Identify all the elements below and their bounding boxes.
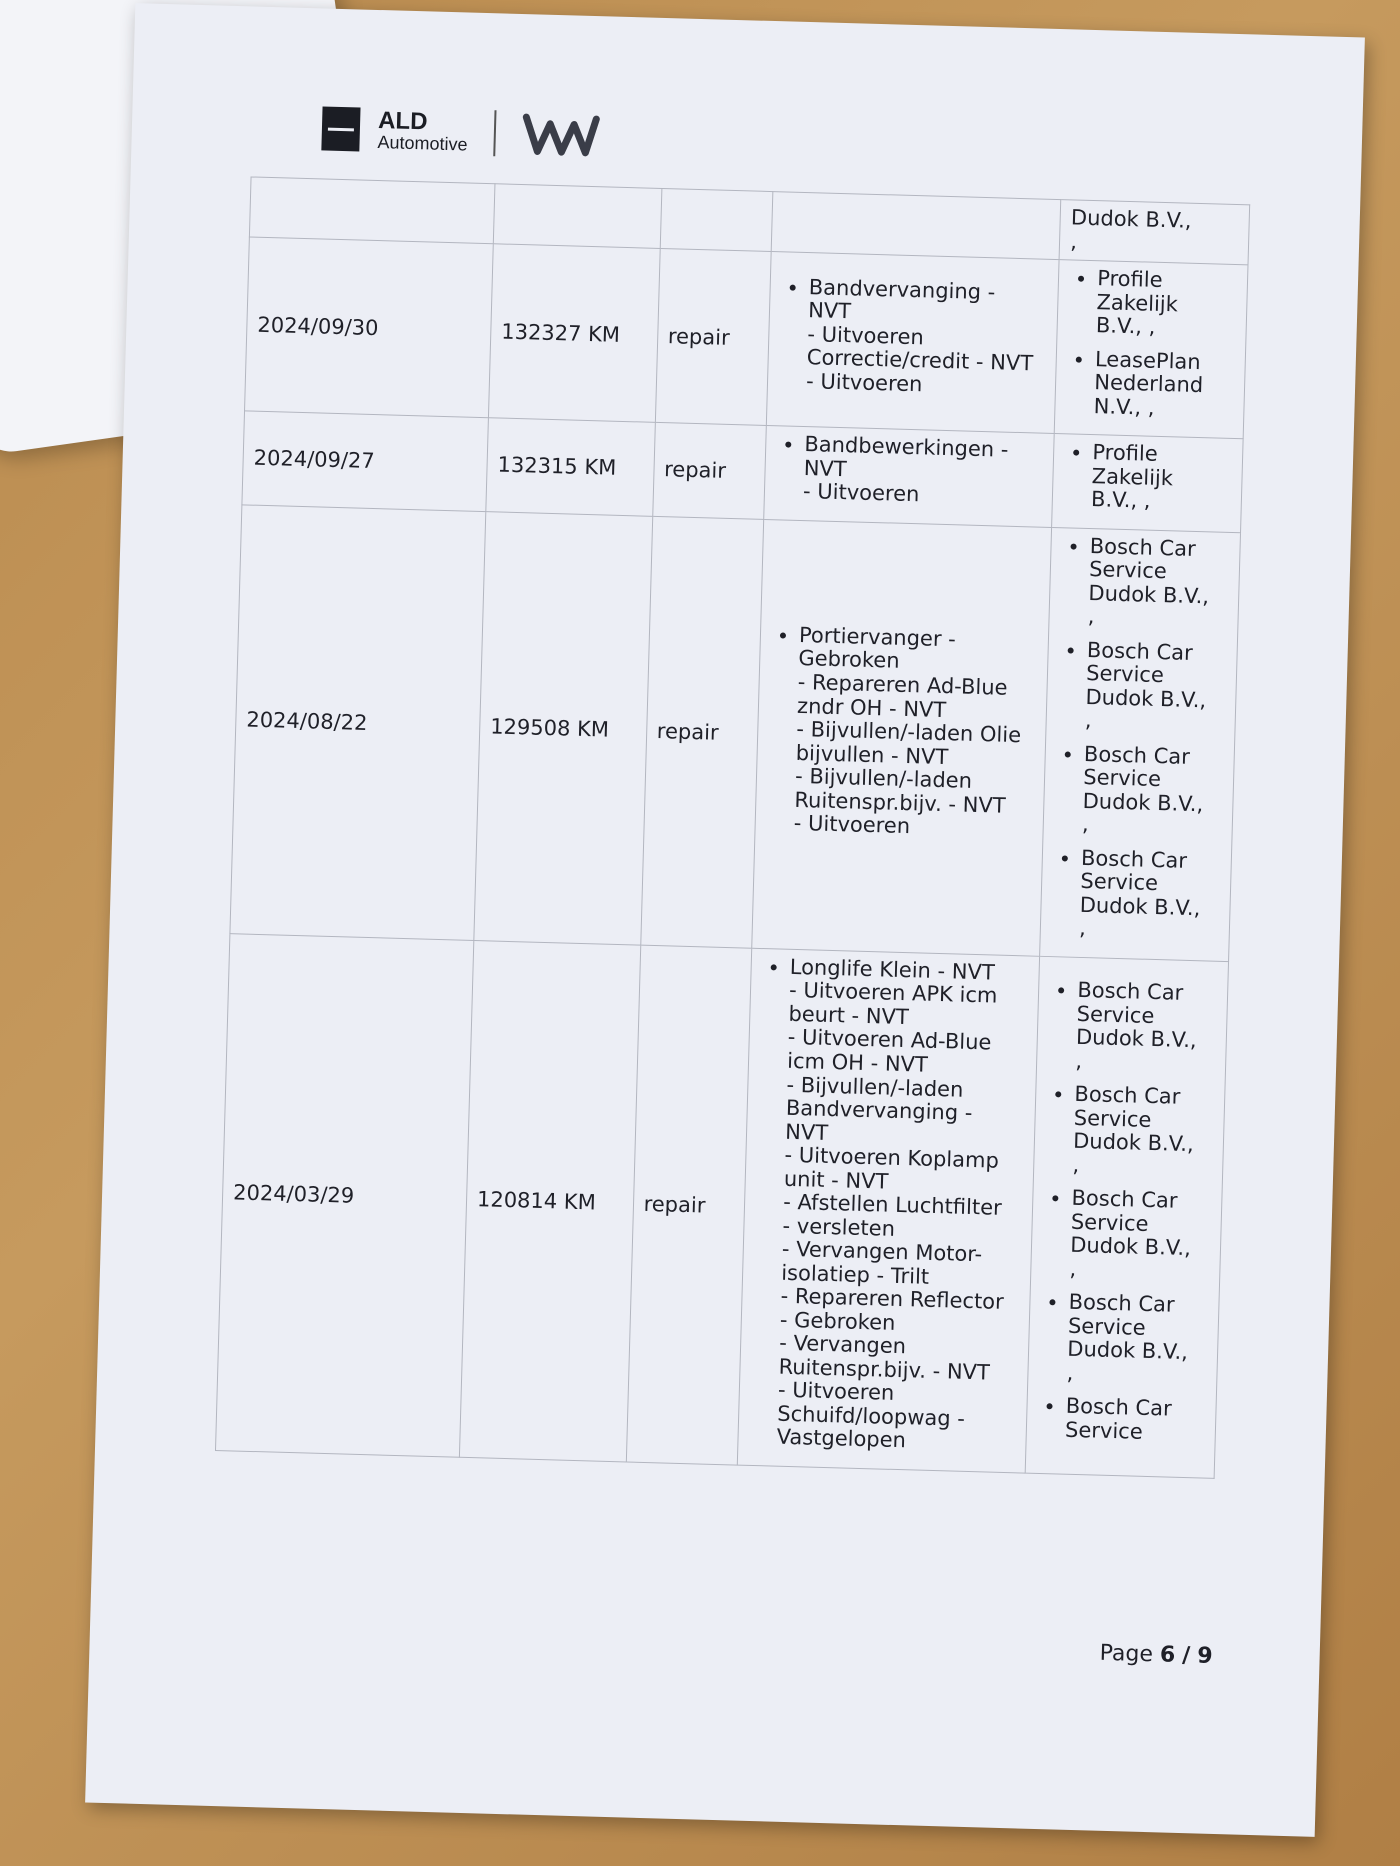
supplier-item: • Bosch Car Service Dudok B.V., , (1069, 1187, 1211, 1285)
date-cell (230, 505, 486, 941)
type-cell (640, 516, 763, 948)
type-cell (652, 422, 766, 519)
km-text: 129508 KM (489, 714, 610, 742)
document-page (85, 3, 1365, 1837)
table-row (245, 237, 1248, 439)
description-cell (764, 426, 1055, 528)
description-list (766, 623, 1039, 842)
date-text: 2024/09/30 (257, 312, 379, 340)
km-text: 120814 KM (476, 1187, 597, 1215)
description-list (775, 432, 1044, 510)
type-cell (655, 248, 771, 425)
ald-wordmark (377, 108, 468, 155)
supplier-item: • Bosch Car Service Dudok B.V., , (1087, 535, 1229, 633)
supplier-list (1037, 978, 1218, 1446)
page-current: 6 (1159, 1642, 1176, 1668)
page-separator: / (1181, 1643, 1191, 1669)
description-item: • Longlife Klein - NVT - Uitvoeren APK icm beurt - NVT - Uitvoeren Ad-Blue icm OH - NVT - Bijvullen/-laden Bandvervanging - NVT - Uitvoeren Koplamp unit - NVT - Afstellen Luchtfilter - versleten - Vervangen Motor- isolatiep - Trilt - Repareren Reflector - Gebroken - Vervangen Ruitenspr.bijv. - NVT - Uitvoeren Schuifd/loopwag - Vastgelopen (776, 956, 1029, 1456)
supplier-cell (1059, 200, 1249, 265)
logo-divider (493, 110, 496, 156)
brand-sub: Automotive (377, 132, 468, 155)
km-text: 132315 KM (497, 452, 617, 481)
supplier-item: • Bosch Car Service Dudok B.V., , (1072, 1083, 1214, 1181)
header-logos (321, 103, 600, 161)
km-cell (493, 184, 661, 249)
date-text: 2024/09/27 (253, 446, 376, 474)
km-text: 132327 KM (500, 319, 621, 347)
type-text: repair (667, 323, 730, 350)
maintenance-table (215, 176, 1250, 1478)
supplier-cell (1054, 260, 1248, 439)
supplier-item: • Bosch Car Service Dudok B.V., , (1075, 979, 1217, 1077)
description-cell (752, 519, 1052, 956)
page-total: 9 (1196, 1643, 1213, 1669)
type-cell (626, 945, 752, 1465)
description-list (778, 275, 1048, 400)
supplier-item: • Bosch Car Service (1065, 1395, 1206, 1446)
date-cell (242, 411, 488, 511)
description-item: • Bandvervanging - NVT - Uitvoeren Correctie/credit - NVT - Uitvoeren (806, 276, 1048, 400)
table-row (230, 505, 1241, 962)
date-cell (245, 237, 494, 418)
date-cell (215, 934, 473, 1457)
supplier-text: Dudok B.V., , (1069, 205, 1192, 254)
supplier-list (1063, 440, 1233, 515)
description-list (748, 955, 1029, 1456)
date-cell (249, 177, 495, 244)
supplier-item: • Bosch Car Service Dudok B.V., , (1082, 743, 1224, 841)
km-cell (488, 244, 659, 423)
brand-name: ALD (377, 106, 428, 136)
supplier-item: • Bosch Car Service Dudok B.V., , (1066, 1291, 1208, 1389)
table-row (215, 934, 1228, 1479)
km-cell (486, 418, 655, 516)
date-text: 2024/03/29 (232, 1180, 355, 1208)
km-cell (459, 940, 640, 1461)
page-number (1099, 1641, 1213, 1669)
description-cell (771, 192, 1061, 260)
type-text: repair (663, 457, 727, 484)
supplier-list (1051, 534, 1230, 945)
description-item: • Portiervanger - Gebroken - Repareren Ad-Blue zndr OH - NVT - Bijvullen/-laden Olie bijvullen - NVT - Bijvullen/-laden Ruitenspr.bijv. - NVT - Uitvoeren (793, 624, 1038, 842)
description-item: • Bandbewerkingen - NVT - Uitvoeren (803, 433, 1044, 510)
description-cell (766, 252, 1059, 434)
supplier-item: • Bosch Car Service Dudok B.V., , (1079, 847, 1221, 945)
leaseplan-logo-icon (521, 109, 600, 161)
ald-logo-icon (321, 106, 360, 151)
supplier-cell (1025, 956, 1228, 1478)
description-cell (737, 948, 1039, 1473)
supplier-list (1065, 266, 1237, 422)
km-cell (474, 511, 653, 945)
date-text: 2024/08/22 (246, 707, 368, 735)
supplier-item: • Bosch Car Service Dudok B.V., , (1085, 639, 1227, 737)
type-cell (660, 188, 773, 251)
supplier-cell (1052, 434, 1243, 533)
type-text: repair (656, 718, 719, 745)
page-label: Page (1099, 1640, 1154, 1668)
type-text: repair (643, 1191, 706, 1218)
supplier-item: • LeasePlan Nederland N.V., , (1093, 348, 1235, 422)
supplier-item: • Profile Zakelijk B.V., , (1091, 441, 1233, 515)
supplier-cell (1040, 527, 1241, 961)
supplier-item: • Profile Zakelijk B.V., , (1096, 267, 1238, 341)
